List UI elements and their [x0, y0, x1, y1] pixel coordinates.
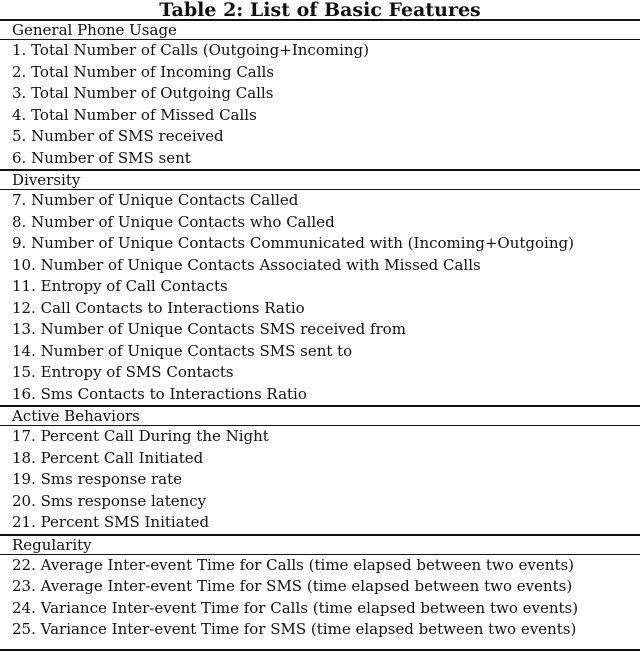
feature-row: 22. Average Inter-event Time for Calls (time elapsed between two events) [12, 555, 575, 574]
feature-row: 1. Total Number of Calls (Outgoing+Incoming) [12, 41, 369, 59]
feature-row: 16. Sms Contacts to Interactions Ratio [12, 384, 307, 403]
feature-row: 25. Variance Inter-event Time for SMS (time elapsed between two events) [12, 620, 577, 638]
feature-row: 13. Number of Unique Contacts SMS received from [12, 320, 406, 338]
feature-row: 18. Percent Call Initiated [12, 448, 204, 467]
feature-row: 9. Number of Unique Contacts Communicated with (Incoming+Outgoing) [12, 234, 574, 252]
section-heading: Regularity [0, 534, 640, 555]
section-general-phone-usage [0, 21, 640, 169]
section-active-behaviors [0, 405, 640, 534]
section-heading: Diversity [0, 169, 640, 190]
feature-row: 11. Entropy of Call Contacts [12, 277, 228, 295]
feature-row: 3. Total Number of Outgoing Calls [12, 84, 274, 102]
feature-row: 17. Percent Call During the Night [12, 427, 269, 445]
feature-row: 15. Entropy of SMS Contacts [12, 363, 234, 381]
feature-row: 10. Number of Unique Contacts Associated with Missed Calls [12, 255, 481, 274]
feature-row: 5. Number of SMS received [12, 127, 224, 145]
feature-row: 7. Number of Unique Contacts Called [12, 191, 299, 209]
table-caption: Table 2: List of Basic Features [159, 0, 481, 21]
feature-row: 8. Number of Unique Contacts who Called [12, 212, 335, 231]
feature-row: 2. Total Number of Incoming Calls [12, 62, 275, 81]
feature-row: 4. Total Number of Missed Calls [12, 105, 257, 124]
feature-row: 20. Sms response latency [12, 491, 207, 510]
section-heading: General Phone Usage [0, 21, 640, 40]
feature-row: 24. Variance Inter-event Time for Calls (time elapsed between two events) [12, 598, 579, 617]
feature-row: 12. Call Contacts to Interactions Ratio [12, 298, 305, 317]
section-heading: Active Behaviors [0, 405, 640, 426]
section-diversity [0, 169, 640, 405]
feature-row: 14. Number of Unique Contacts SMS sent to [12, 341, 353, 360]
feature-row: 19. Sms response rate [12, 470, 182, 488]
feature-row: 23. Average Inter-event Time for SMS (time elapsed between two events) [12, 577, 573, 595]
feature-row: 6. Number of SMS sent [12, 148, 191, 167]
section-regularity [0, 534, 640, 641]
features-table [0, 19, 640, 651]
feature-row: 21. Percent SMS Initiated [12, 513, 210, 531]
